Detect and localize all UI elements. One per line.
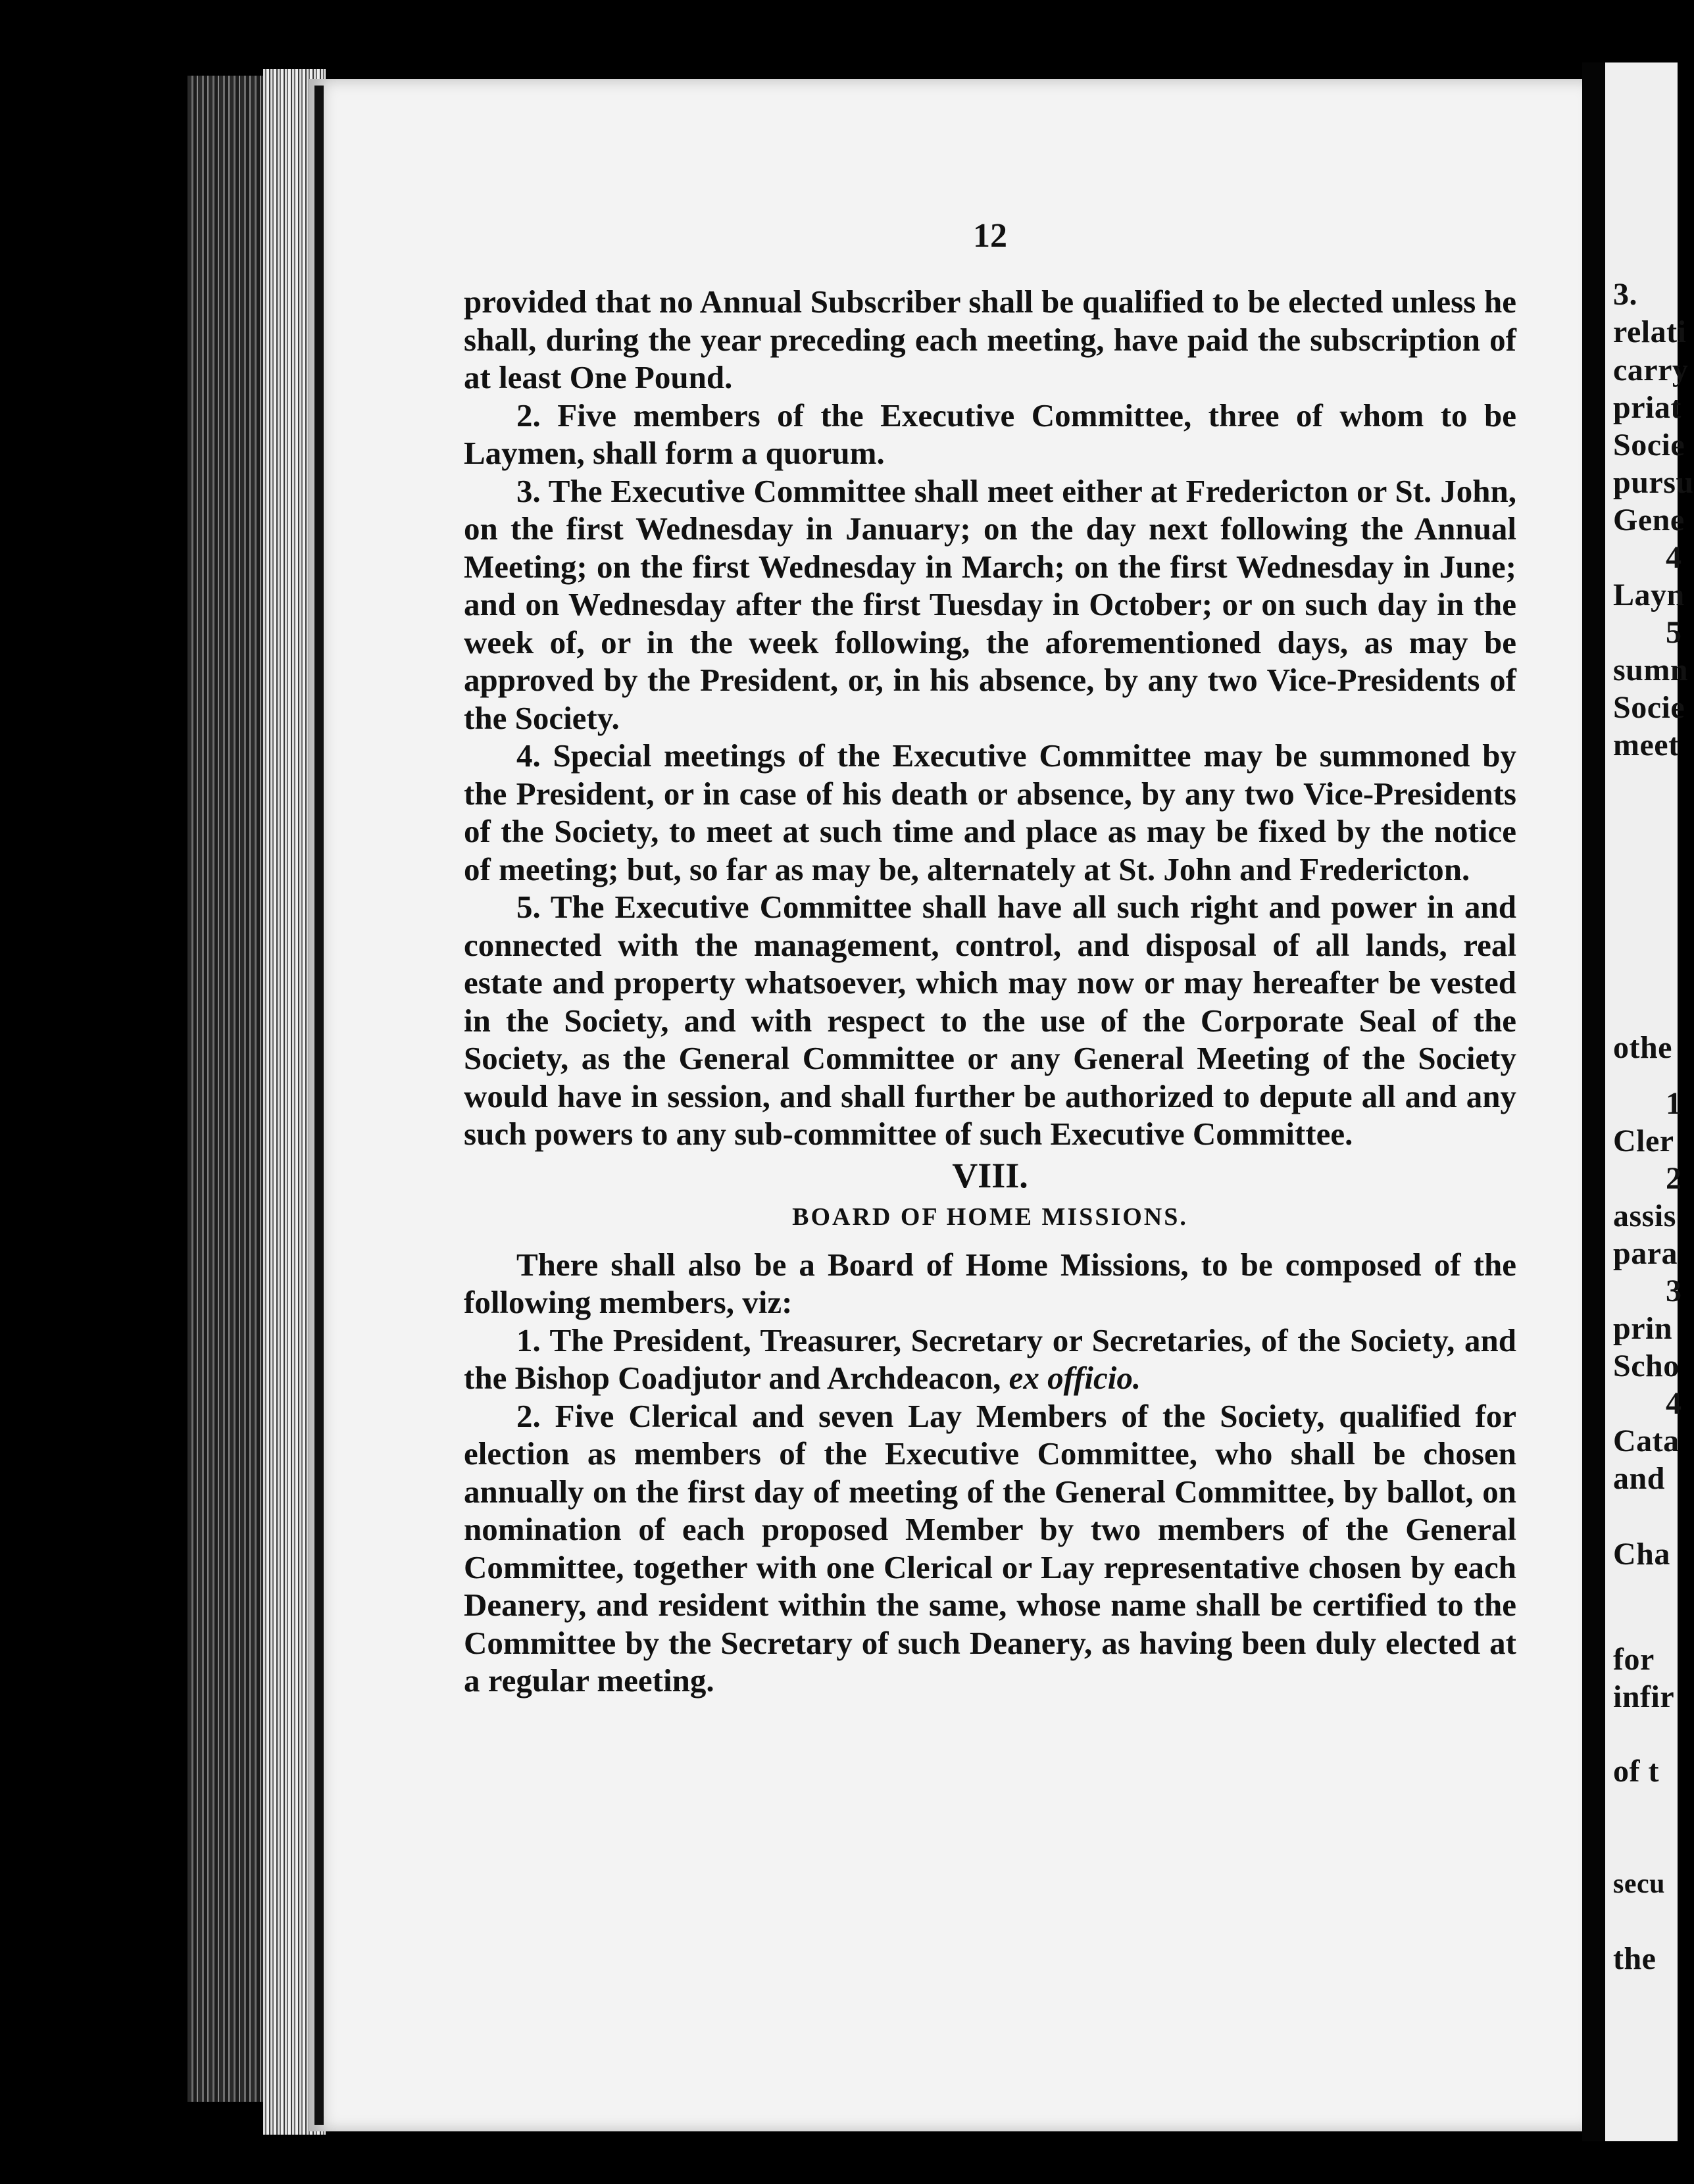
- facing-text-fragment: Cha: [1613, 1537, 1670, 1572]
- facing-text-fragment: othe: [1613, 1030, 1672, 1065]
- section-item-1-italic: ex officio.: [1009, 1360, 1141, 1396]
- page-number: 12: [973, 217, 1007, 255]
- facing-text-fragment: for: [1613, 1642, 1655, 1677]
- paragraph-rule-4: 4. Special meetings of the Executive Committee may be summoned by the President, or in case of his death or absence, by any two Vice-Presidents of the Society, to meet at such time and place as may be fixed by the notice of meeting; but, so far as may be, alternately at St. John and Fredericton.: [464, 737, 1516, 887]
- facing-text-fragment: sumn: [1613, 653, 1689, 687]
- facing-text-fragment: pursu: [1613, 465, 1694, 500]
- facing-text-fragment: meet: [1613, 728, 1680, 762]
- facing-text-fragment: 3: [1666, 1274, 1682, 1308]
- facing-text-fragment: carry: [1613, 353, 1689, 387]
- paragraph-rule-2: 2. Five members of the Executive Committee, three of whom to be Laymen, shall form a quorum.: [464, 397, 1516, 471]
- facing-text-fragment: Cata: [1613, 1424, 1680, 1458]
- facing-text-fragment: Layn: [1613, 578, 1685, 612]
- facing-text-fragment: and: [1613, 1461, 1665, 1496]
- facing-text-fragment: Socie: [1613, 428, 1685, 462]
- facing-text-fragment: 5: [1666, 615, 1682, 650]
- facing-text-fragment: 1: [1666, 1086, 1682, 1121]
- facing-text-fragment: infir: [1613, 1679, 1675, 1714]
- facing-text-fragment: prin: [1613, 1311, 1673, 1346]
- facing-text-fragment: Socie: [1613, 690, 1685, 725]
- page-text: [464, 217, 1516, 1700]
- facing-text-fragment: of t: [1613, 1754, 1659, 1789]
- facing-text-fragment: Cler: [1613, 1124, 1674, 1158]
- facing-text-fragment: 4: [1666, 1386, 1682, 1421]
- facing-text-fragment: para: [1613, 1236, 1678, 1271]
- paragraph-rule-3: 3. The Executive Committee shall meet either at Fredericton or St. John, on the first Wednesday in January; on the day next following the Annual Meeting; on the first Wednesday in March; on the first Wednesday in June; and on Wednesday after the first Tuesday in October; or on such day in the week of, or in the week following, the aforementioned days, as may be approved by the President, or, in his absence, by any two Vice-Presidents of the Society.: [464, 472, 1516, 736]
- paragraph-continuation: provided that no Annual Subscriber shall be qualified to be elected unless he shall, during the year preceding each meeting, have paid the subscription of at least One Pound.: [464, 284, 1516, 395]
- facing-text-fragment: 4: [1666, 540, 1682, 575]
- facing-text-fragment: Scho: [1613, 1349, 1680, 1383]
- page-border-rule: [314, 86, 324, 2125]
- facing-page: [1605, 62, 1694, 2141]
- facing-text-fragment: assis: [1613, 1199, 1676, 1233]
- paragraph-rule-5: 5. The Executive Committee shall have all such right and power in and connected with the management, control, and disposal of all lands, real estate and property whatsoever, which may now or may hereafter be vested in the Society, and with respect to the use of the Corporate Seal of the Society, as the General Committee or any General Meeting of the Society would have in session, and shall further be authorized to depute all and any such powers to any sub-committee of such Executive Committee.: [464, 889, 1516, 1152]
- section-intro: There shall also be a Board of Home Missions, to be composed of the following members, viz:: [464, 1246, 1516, 1320]
- section-item-1: [464, 1322, 1516, 1397]
- section-title: BOARD OF HOME MISSIONS.: [792, 1203, 1188, 1231]
- facing-text-fragment: secu: [1613, 1869, 1665, 1899]
- facing-text-fragment: Gene: [1613, 503, 1685, 537]
- facing-text-fragment: priat: [1613, 390, 1682, 425]
- section-item-2: 2. Five Clerical and seven Lay Members of the Society, qualified for election as members of the Executive Committee, who shall be chosen annually on the first day of meeting of the General Committee, by ballot, on nomination of each proposed Member by two members of the General Committee, together with one Clerical or Lay representative chosen by each Deanery, and resident within the same, whose name shall be certified to the Committee by the Secretary of such Deanery, as having been duly elected at a regular meeting.: [464, 1397, 1516, 1699]
- facing-text-fragment: 2: [1666, 1161, 1682, 1196]
- facing-text-fragment: the: [1613, 1941, 1657, 1976]
- facing-text-fragment: relati: [1613, 314, 1687, 349]
- section-item-1-text: 1. The President, Treasurer, Secretary or Secretaries, of the Society, and the Bishop Coadjutor and Archdeacon,: [464, 1322, 1516, 1396]
- section-number: VIII.: [952, 1155, 1028, 1195]
- facing-text-fragment: 3.: [1613, 277, 1637, 312]
